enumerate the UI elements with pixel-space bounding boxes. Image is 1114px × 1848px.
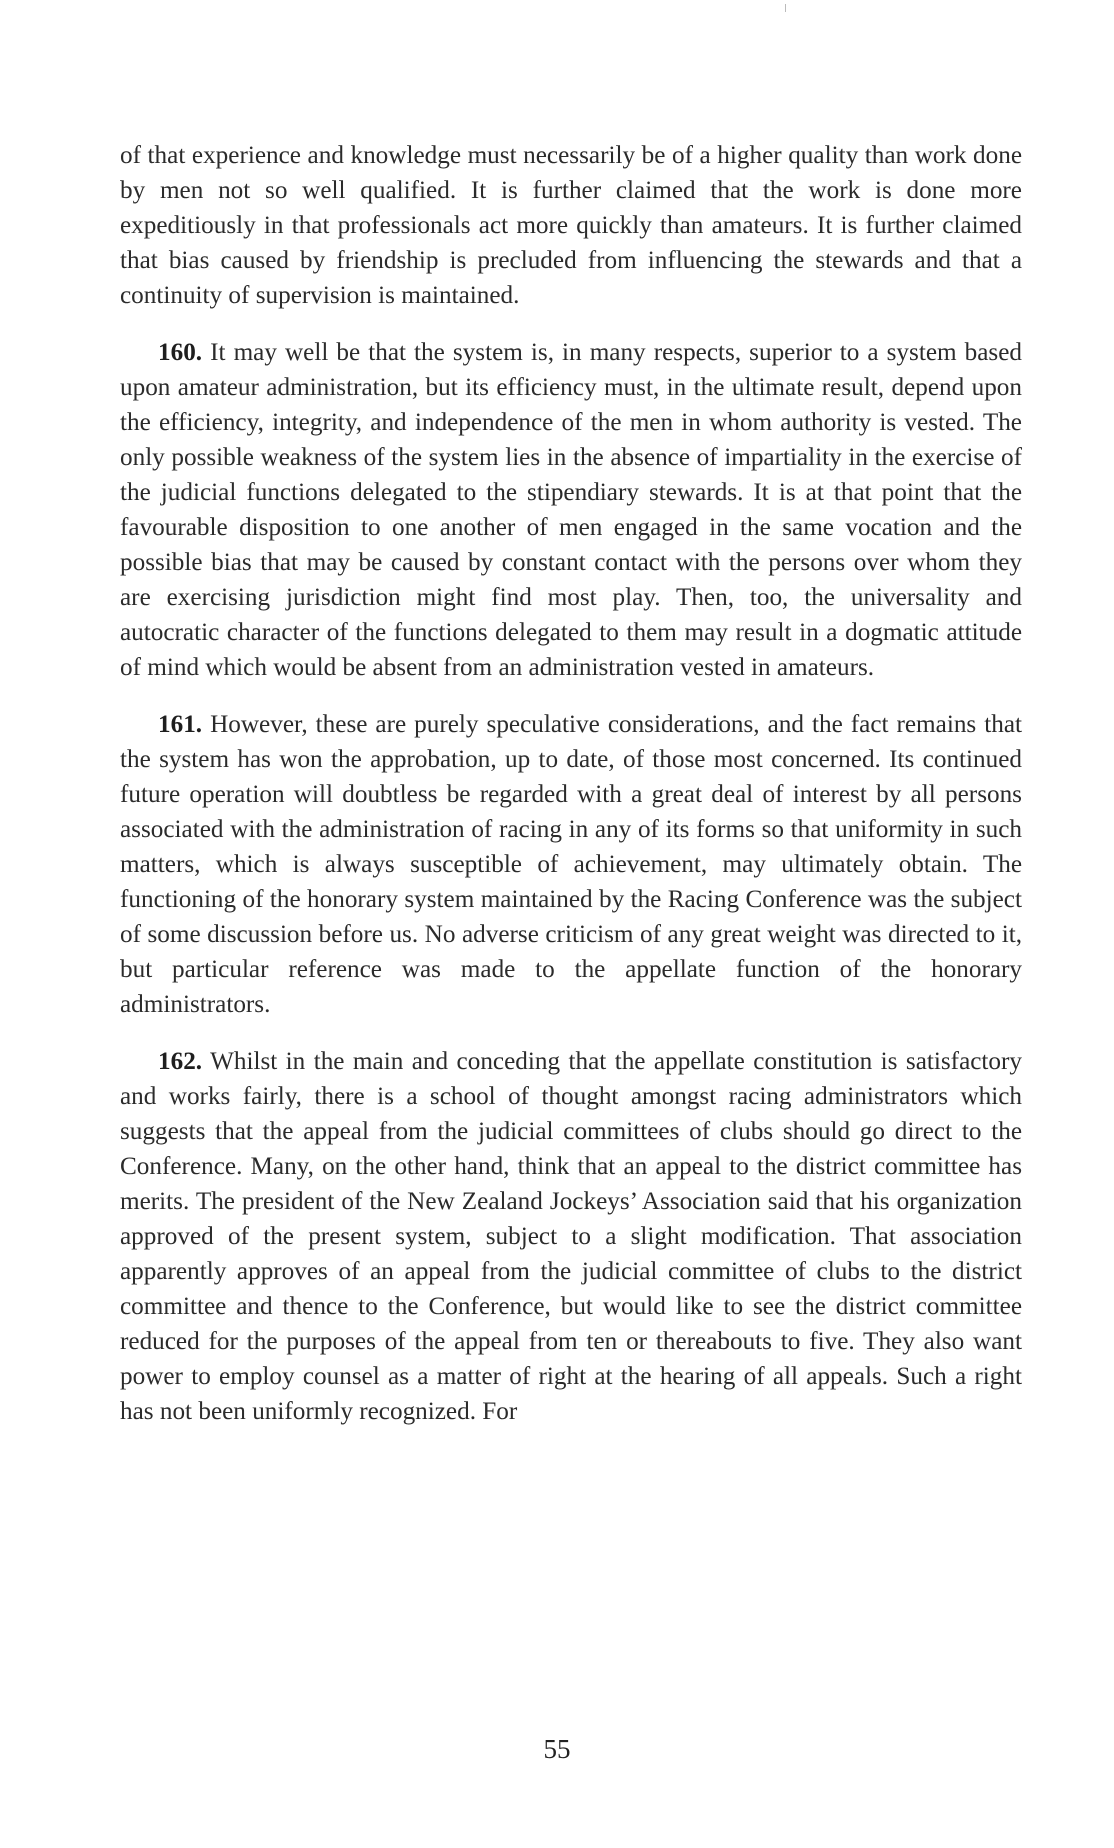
paragraph-number: 162. [158,1048,203,1075]
paragraph-continued [120,138,1022,313]
paragraph-160 [120,335,1022,685]
scan-artifact-mark [785,4,786,12]
page-number: 55 [543,1734,571,1764]
body-text [120,138,1022,1451]
paragraph-text: It may well be that the system is, in many respects, superior to a system based upon amateur administration, but its efficiency must, in the ultimate result, depend upon the efficiency, integrity, and independence of the men in whom authority is vested. The only possible weakness of the system lies in the absence of impartiality in the exercise of the judicial functions delegated to the stipendiary stewards. It is at that point that the favourable disposition to one another of men engaged in the same vocation and the possible bias that may be caused by constant contact with the persons over whom they are exercising jurisdiction might find most play. Then, too, the universality and autocratic character of the functions delegated to them may result in a dogmatic attitude of mind which would be absent from an administration vested in amateurs. [120,339,1022,681]
paragraph-text: of that experience and knowledge must necessarily be of a higher quality than work done by men not so well qualified. It is further claimed that the work is done more expeditiously in that professionals act more quickly than amateurs. It is further claimed that bias caused by friendship is precluded from influencing the stewards and that a continuity of supervision is maintained. [120,142,1022,309]
paragraph-161 [120,707,1022,1022]
paragraph-number: 160. [158,339,203,366]
paragraph-number: 161. [158,711,203,738]
paragraph-162 [120,1044,1022,1429]
paragraph-text: However, these are purely speculative considerations, and the fact remains that the system has won the approbation, up to date, of those most concerned. Its continued future operation will doubtless be regarded with a great deal of interest by all persons associated with the administration of racing in any of its forms so that uniformity in such matters, which is always susceptible of achievement, may ultimately obtain. The functioning of the honorary system maintained by the Racing Conference was the subject of some discussion before us. No adverse criticism of any great weight was directed to it, but particular reference was made to the appellate function of the honorary administrators. [120,711,1022,1018]
paragraph-text: Whilst in the main and conceding that the appellate constitution is satisfactory and works fairly, there is a school of thought amongst racing administrators which suggests that the appeal from the judicial committees of clubs should go direct to the Conference. Many, on the other hand, think that an appeal to the district committee has merits. The president of the New Zealand Jockeys’ Association said that his organization approved of the present system, subject to a slight modification. That association apparently approves of an appeal from the judicial committee of clubs to the district committee and thence to the Conference, but would like to see the district committee reduced for the purposes of the appeal from ten or thereabouts to five. They also want power to employ counsel as a matter of right at the hearing of all appeals. Such a right has not been uniformly recognized. For [120,1048,1022,1425]
